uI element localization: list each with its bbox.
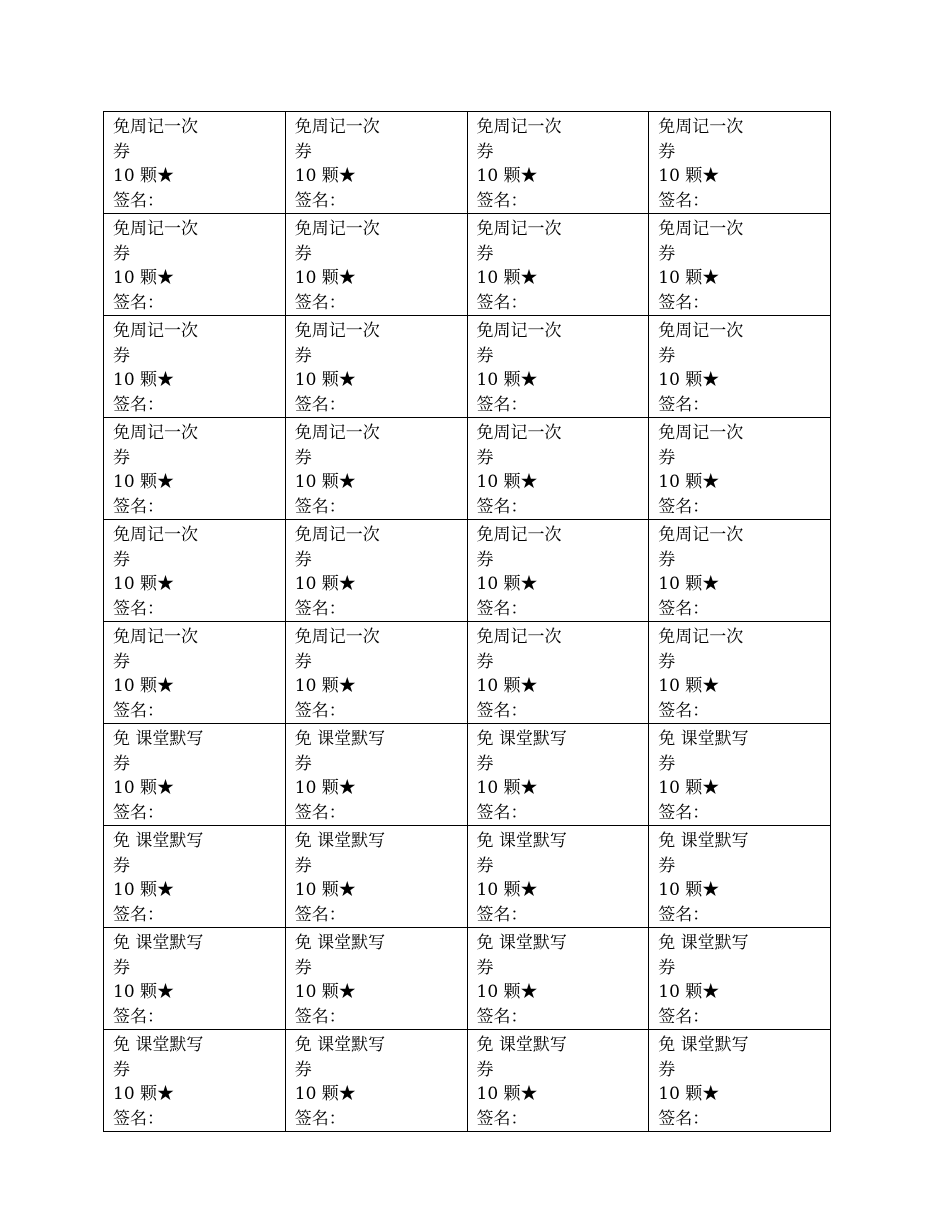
voucher-content	[658, 727, 758, 825]
voucher-title: 免周记一次	[658, 627, 744, 647]
voucher-cell	[467, 622, 649, 724]
voucher-content	[113, 319, 213, 417]
voucher-star-value: 10 颗★	[294, 472, 356, 492]
voucher-cell	[285, 316, 467, 418]
voucher-star-value: 10 颗★	[476, 1084, 538, 1104]
voucher-star-value: 10 颗★	[113, 370, 175, 390]
voucher-star-value: 10 颗★	[294, 268, 356, 288]
voucher-cell	[649, 112, 831, 214]
voucher-star-value: 10 颗★	[113, 472, 175, 492]
voucher-star-value: 10 颗★	[294, 982, 356, 1002]
voucher-cell	[285, 928, 467, 1030]
voucher-title: 免 课堂默写	[658, 933, 749, 953]
voucher-content	[658, 115, 758, 213]
voucher-title-continued: 券	[658, 549, 676, 570]
voucher-row	[104, 418, 831, 520]
voucher-cell	[649, 724, 831, 826]
voucher-content	[658, 829, 758, 927]
voucher-star-value: 10 颗★	[658, 370, 720, 390]
voucher-signature-label: 签名：	[294, 802, 346, 823]
voucher-title: 免周记一次	[113, 423, 198, 443]
voucher-title-continued: 券	[294, 651, 312, 672]
voucher-star-value: 10 颗★	[658, 676, 720, 696]
voucher-star-value: 10 颗★	[476, 982, 538, 1002]
voucher-cell	[649, 1030, 831, 1132]
voucher-title: 免 课堂默写	[658, 729, 749, 749]
voucher-signature-label: 签名：	[113, 1108, 164, 1129]
voucher-content	[113, 1033, 213, 1131]
voucher-title-continued: 券	[658, 957, 676, 978]
voucher-star-value: 10 颗★	[658, 880, 720, 900]
voucher-star-value: 10 颗★	[658, 472, 720, 492]
voucher-title: 免周记一次	[113, 525, 198, 545]
voucher-signature-label: 签名：	[294, 1108, 346, 1129]
voucher-table-body	[104, 112, 831, 1132]
voucher-title-continued: 券	[294, 345, 312, 366]
voucher-content	[113, 421, 213, 519]
voucher-row	[104, 928, 831, 1030]
voucher-title: 免周记一次	[476, 627, 562, 647]
voucher-cell	[285, 724, 467, 826]
voucher-signature-label: 签名：	[113, 598, 164, 619]
voucher-signature-label: 签名：	[658, 292, 710, 313]
voucher-title-continued: 券	[476, 549, 494, 570]
voucher-title-continued: 券	[113, 753, 130, 774]
voucher-cell	[285, 214, 467, 316]
voucher-title-continued: 券	[658, 855, 676, 876]
voucher-row	[104, 520, 831, 622]
voucher-content	[477, 931, 577, 1029]
voucher-star-value: 10 颗★	[113, 778, 175, 798]
voucher-title-continued: 券	[294, 549, 312, 570]
voucher-title-continued: 券	[476, 651, 494, 672]
voucher-signature-label: 签名：	[113, 496, 164, 517]
voucher-star-value: 10 颗★	[658, 982, 720, 1002]
voucher-signature-label: 签名：	[113, 292, 164, 313]
voucher-title-continued: 券	[113, 1059, 130, 1080]
voucher-signature-label: 签名：	[658, 496, 710, 517]
voucher-cell	[285, 520, 467, 622]
voucher-signature-label: 签名：	[476, 292, 528, 313]
voucher-content	[295, 523, 395, 621]
voucher-cell	[649, 826, 831, 928]
voucher-cell	[285, 826, 467, 928]
voucher-star-value: 10 颗★	[294, 370, 356, 390]
voucher-cell	[649, 214, 831, 316]
voucher-title-continued: 券	[294, 1059, 312, 1080]
voucher-signature-label: 签名：	[294, 190, 346, 211]
voucher-title: 免周记一次	[294, 117, 380, 137]
voucher-title: 免周记一次	[658, 321, 744, 341]
voucher-title: 免周记一次	[476, 117, 562, 137]
voucher-title: 免 课堂默写	[476, 831, 567, 851]
voucher-table	[103, 111, 831, 1132]
voucher-content	[295, 217, 395, 315]
voucher-cell	[467, 1030, 649, 1132]
voucher-title: 免周记一次	[658, 219, 744, 239]
voucher-star-value: 10 颗★	[294, 574, 356, 594]
voucher-row	[104, 1030, 831, 1132]
voucher-signature-label: 签名：	[476, 1006, 528, 1027]
voucher-signature-label: 签名：	[658, 598, 710, 619]
voucher-cell	[104, 622, 286, 724]
voucher-title: 免周记一次	[294, 627, 380, 647]
voucher-star-value: 10 颗★	[476, 880, 538, 900]
voucher-content	[477, 115, 577, 213]
voucher-title-continued: 券	[476, 243, 494, 264]
voucher-title-continued: 券	[113, 957, 130, 978]
voucher-title-continued: 券	[294, 957, 312, 978]
voucher-title: 免 课堂默写	[113, 933, 204, 953]
voucher-cell	[104, 418, 286, 520]
voucher-title: 免周记一次	[294, 423, 380, 443]
voucher-title: 免周记一次	[113, 219, 198, 239]
voucher-title-continued: 券	[113, 141, 130, 162]
voucher-content	[477, 319, 577, 417]
voucher-title: 免周记一次	[294, 321, 380, 341]
voucher-row	[104, 112, 831, 214]
voucher-signature-label: 签名：	[294, 394, 346, 415]
voucher-title: 免周记一次	[476, 423, 562, 443]
voucher-content	[658, 421, 758, 519]
voucher-content	[658, 319, 758, 417]
voucher-content	[658, 1033, 758, 1131]
voucher-title-continued: 券	[113, 447, 130, 468]
voucher-cell	[467, 520, 649, 622]
voucher-content	[295, 625, 395, 723]
voucher-title: 免周记一次	[658, 423, 744, 443]
voucher-content	[113, 829, 213, 927]
voucher-title: 免周记一次	[294, 219, 380, 239]
voucher-signature-label: 签名：	[294, 292, 346, 313]
voucher-signature-label: 签名：	[658, 904, 710, 925]
voucher-signature-label: 签名：	[658, 1108, 710, 1129]
voucher-title: 免 课堂默写	[476, 933, 567, 953]
voucher-content	[658, 523, 758, 621]
voucher-content	[295, 727, 395, 825]
voucher-cell	[104, 214, 286, 316]
voucher-content	[295, 829, 395, 927]
voucher-star-value: 10 颗★	[294, 676, 356, 696]
voucher-cell	[104, 928, 286, 1030]
voucher-content	[477, 625, 577, 723]
voucher-cell	[285, 418, 467, 520]
voucher-star-value: 10 颗★	[113, 676, 175, 696]
voucher-title: 免周记一次	[113, 627, 198, 647]
voucher-cell	[104, 112, 286, 214]
voucher-title: 免 课堂默写	[294, 831, 386, 851]
voucher-row	[104, 724, 831, 826]
voucher-star-value: 10 颗★	[113, 574, 175, 594]
voucher-signature-label: 签名：	[476, 598, 528, 619]
voucher-title-continued: 券	[658, 243, 676, 264]
voucher-star-value: 10 颗★	[476, 268, 538, 288]
voucher-cell	[467, 826, 649, 928]
voucher-row	[104, 214, 831, 316]
voucher-content	[295, 931, 395, 1029]
voucher-cell	[104, 724, 286, 826]
voucher-cell	[467, 112, 649, 214]
voucher-star-value: 10 颗★	[658, 778, 720, 798]
voucher-star-value: 10 颗★	[294, 880, 356, 900]
voucher-title-continued: 券	[658, 345, 676, 366]
voucher-title-continued: 券	[294, 243, 312, 264]
voucher-title-continued: 券	[476, 855, 494, 876]
voucher-content	[113, 727, 213, 825]
voucher-title: 免 课堂默写	[113, 729, 204, 749]
voucher-star-value: 10 颗★	[658, 166, 720, 186]
voucher-title-continued: 券	[658, 1059, 676, 1080]
voucher-star-value: 10 颗★	[294, 778, 356, 798]
voucher-title-continued: 券	[113, 345, 130, 366]
voucher-star-value: 10 颗★	[658, 268, 720, 288]
voucher-signature-label: 签名：	[476, 700, 528, 721]
voucher-cell	[467, 928, 649, 1030]
voucher-content	[113, 115, 213, 213]
voucher-signature-label: 签名：	[658, 190, 710, 211]
voucher-star-value: 10 颗★	[113, 880, 175, 900]
voucher-content	[477, 1033, 577, 1131]
voucher-signature-label: 签名：	[113, 904, 164, 925]
voucher-title: 免周记一次	[294, 525, 380, 545]
voucher-signature-label: 签名：	[658, 1006, 710, 1027]
voucher-signature-label: 签名：	[294, 598, 346, 619]
voucher-title-continued: 券	[294, 753, 312, 774]
voucher-content	[295, 319, 395, 417]
voucher-signature-label: 签名：	[113, 1006, 164, 1027]
voucher-cell	[467, 724, 649, 826]
voucher-title: 免 课堂默写	[113, 1035, 204, 1055]
voucher-title: 免 课堂默写	[476, 729, 567, 749]
voucher-cell	[649, 418, 831, 520]
voucher-title: 免 课堂默写	[658, 831, 749, 851]
voucher-star-value: 10 颗★	[294, 166, 356, 186]
voucher-cell	[649, 622, 831, 724]
voucher-signature-label: 签名：	[294, 904, 346, 925]
voucher-signature-label: 签名：	[294, 700, 346, 721]
voucher-signature-label: 签名：	[113, 394, 164, 415]
voucher-cell	[285, 622, 467, 724]
voucher-signature-label: 签名：	[113, 190, 164, 211]
voucher-title: 免周记一次	[476, 525, 562, 545]
voucher-title-continued: 券	[113, 651, 130, 672]
voucher-title: 免周记一次	[476, 219, 562, 239]
voucher-cell	[104, 826, 286, 928]
voucher-title-continued: 券	[658, 753, 676, 774]
voucher-title-continued: 券	[294, 855, 312, 876]
voucher-content	[477, 523, 577, 621]
voucher-signature-label: 签名：	[476, 496, 528, 517]
voucher-signature-label: 签名：	[476, 1108, 528, 1129]
voucher-title: 免 课堂默写	[476, 1035, 567, 1055]
voucher-content	[658, 625, 758, 723]
voucher-star-value: 10 颗★	[476, 166, 538, 186]
voucher-title: 免 课堂默写	[294, 1035, 386, 1055]
voucher-cell	[104, 316, 286, 418]
voucher-title-continued: 券	[294, 447, 312, 468]
voucher-content	[477, 829, 577, 927]
voucher-row	[104, 316, 831, 418]
voucher-content	[477, 421, 577, 519]
voucher-title: 免周记一次	[476, 321, 562, 341]
voucher-title: 免 课堂默写	[294, 933, 386, 953]
voucher-signature-label: 签名：	[113, 700, 164, 721]
voucher-signature-label: 签名：	[658, 700, 710, 721]
voucher-content	[295, 1033, 395, 1131]
voucher-star-value: 10 颗★	[294, 1084, 356, 1104]
voucher-signature-label: 签名：	[476, 190, 528, 211]
voucher-cell	[285, 112, 467, 214]
voucher-title: 免 课堂默写	[113, 831, 204, 851]
voucher-cell	[467, 214, 649, 316]
voucher-title: 免 课堂默写	[294, 729, 386, 749]
voucher-cell	[467, 316, 649, 418]
voucher-content	[113, 625, 213, 723]
voucher-title: 免周记一次	[658, 525, 744, 545]
voucher-title-continued: 券	[476, 1059, 494, 1080]
voucher-title-continued: 券	[476, 447, 494, 468]
voucher-title: 免周记一次	[113, 117, 198, 137]
voucher-star-value: 10 颗★	[476, 370, 538, 390]
voucher-title-continued: 券	[476, 141, 494, 162]
voucher-signature-label: 签名：	[294, 496, 346, 517]
voucher-signature-label: 签名：	[113, 802, 164, 823]
voucher-cell	[467, 418, 649, 520]
voucher-title-continued: 券	[476, 753, 494, 774]
voucher-content	[113, 931, 213, 1029]
voucher-title: 免周记一次	[658, 117, 744, 137]
voucher-content	[113, 523, 213, 621]
voucher-star-value: 10 颗★	[113, 982, 175, 1002]
voucher-title-continued: 券	[113, 549, 130, 570]
voucher-content	[658, 931, 758, 1029]
voucher-star-value: 10 颗★	[476, 574, 538, 594]
voucher-title-continued: 券	[658, 651, 676, 672]
voucher-star-value: 10 颗★	[476, 676, 538, 696]
voucher-signature-label: 签名：	[476, 394, 528, 415]
voucher-content	[295, 115, 395, 213]
voucher-signature-label: 签名：	[294, 1006, 346, 1027]
voucher-title-continued: 券	[476, 345, 494, 366]
voucher-title-continued: 券	[658, 141, 676, 162]
voucher-cell	[104, 1030, 286, 1132]
voucher-content	[658, 217, 758, 315]
voucher-title-continued: 券	[294, 141, 312, 162]
voucher-content	[477, 217, 577, 315]
voucher-row	[104, 826, 831, 928]
voucher-cell	[649, 520, 831, 622]
voucher-signature-label: 签名：	[476, 904, 528, 925]
voucher-star-value: 10 颗★	[113, 268, 175, 288]
voucher-signature-label: 签名：	[658, 394, 710, 415]
voucher-star-value: 10 颗★	[113, 166, 175, 186]
voucher-title-continued: 券	[658, 447, 676, 468]
voucher-signature-label: 签名：	[658, 802, 710, 823]
voucher-signature-label: 签名：	[476, 802, 528, 823]
voucher-cell	[104, 520, 286, 622]
voucher-cell	[649, 928, 831, 1030]
voucher-content	[295, 421, 395, 519]
voucher-star-value: 10 颗★	[658, 574, 720, 594]
voucher-star-value: 10 颗★	[113, 1084, 175, 1104]
voucher-content	[113, 217, 213, 315]
voucher-title-continued: 券	[476, 957, 494, 978]
voucher-row	[104, 622, 831, 724]
voucher-star-value: 10 颗★	[476, 778, 538, 798]
voucher-star-value: 10 颗★	[658, 1084, 720, 1104]
voucher-star-value: 10 颗★	[476, 472, 538, 492]
voucher-cell	[285, 1030, 467, 1132]
voucher-content	[477, 727, 577, 825]
voucher-cell	[649, 316, 831, 418]
voucher-title: 免周记一次	[113, 321, 198, 341]
voucher-title-continued: 券	[113, 855, 130, 876]
voucher-title: 免 课堂默写	[658, 1035, 749, 1055]
voucher-title-continued: 券	[113, 243, 130, 264]
